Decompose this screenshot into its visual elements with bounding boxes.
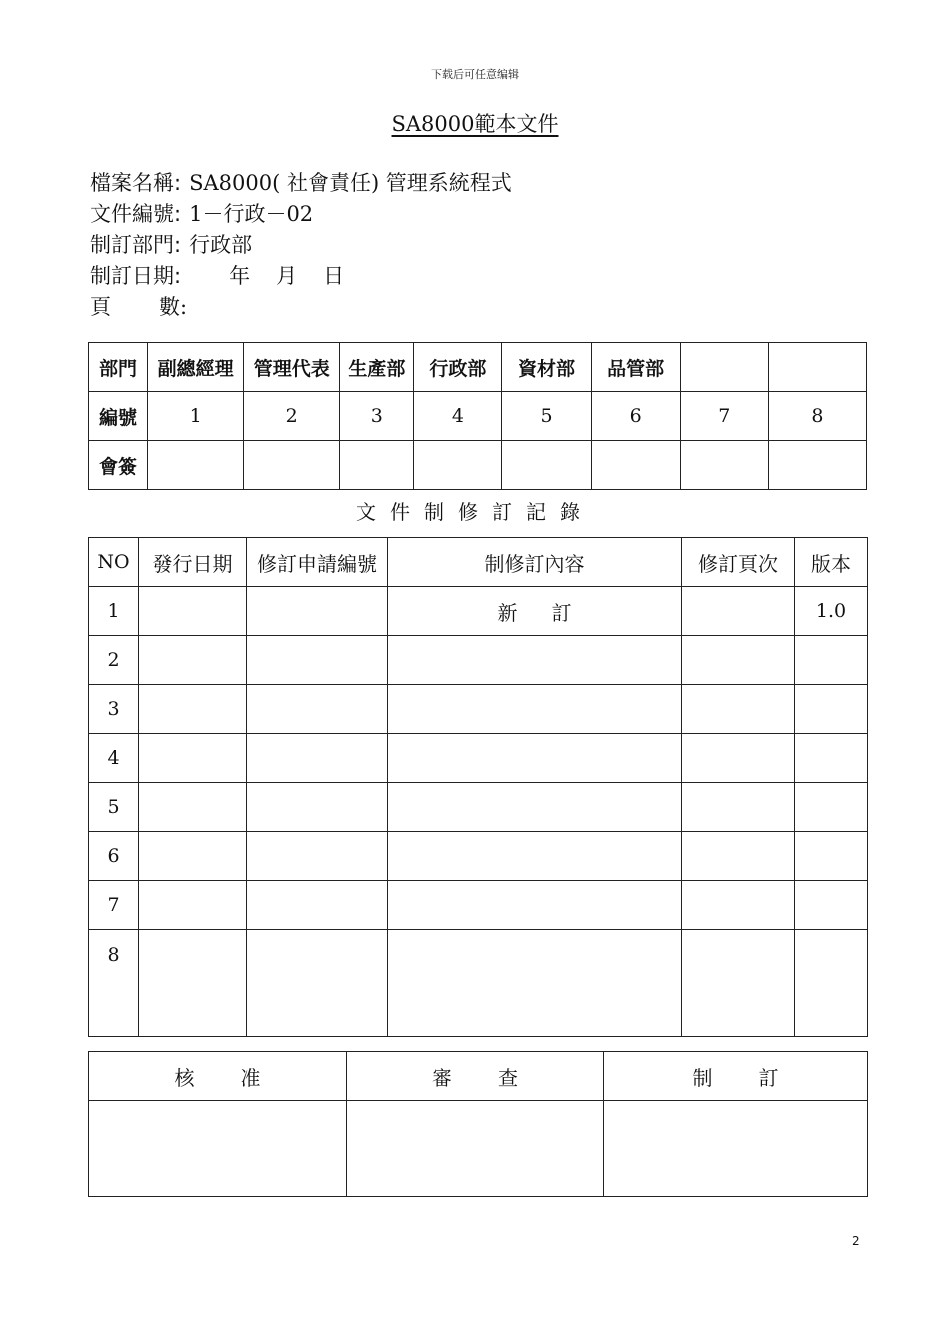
- row-label-signoff: 會簽: [89, 441, 148, 490]
- row-content: [388, 636, 682, 685]
- document-meta: [90, 168, 512, 323]
- dept-cell: [680, 343, 768, 392]
- row-date: [139, 783, 247, 832]
- row-no: 6: [89, 832, 139, 881]
- file-name-value: SA8000( 社會責任) 管理系統程式: [189, 171, 512, 195]
- signoff-row: [89, 441, 867, 490]
- revision-header-row: [89, 538, 868, 587]
- row-content: [388, 930, 682, 1037]
- date-month: 月: [276, 264, 298, 288]
- row-date: [139, 881, 247, 930]
- dept-cell: 副總經理: [148, 343, 244, 392]
- doc-no-row: [90, 199, 512, 230]
- row-version: [795, 685, 868, 734]
- header-approve: 核准: [89, 1052, 347, 1101]
- row-request: [247, 832, 388, 881]
- dept-cell: 行政部: [414, 343, 502, 392]
- row-version: [795, 783, 868, 832]
- signoff-cell: [768, 441, 866, 490]
- row-content: [388, 832, 682, 881]
- table-row: [89, 881, 868, 930]
- pages-row: [90, 292, 512, 323]
- row-content: 新訂: [388, 587, 682, 636]
- pages-label-2: 數:: [159, 295, 188, 319]
- date-label: 制訂日期:: [90, 264, 182, 288]
- dept-cell: 資材部: [502, 343, 591, 392]
- signoff-cell: [680, 441, 768, 490]
- signoff-cell: [591, 441, 680, 490]
- row-page: [682, 587, 795, 636]
- row-no: 5: [89, 783, 139, 832]
- dept-cell: 品管部: [591, 343, 680, 392]
- row-page: [682, 783, 795, 832]
- date-row: [90, 261, 512, 292]
- department-row: [89, 343, 867, 392]
- row-page: [682, 881, 795, 930]
- row-version: [795, 832, 868, 881]
- pages-label-1: 頁: [90, 295, 111, 319]
- page-number: 2: [852, 1234, 860, 1248]
- row-no: 1: [89, 587, 139, 636]
- table-row: [89, 832, 868, 881]
- signoff-cell: [414, 441, 502, 490]
- prepare-signature-cell: [604, 1101, 868, 1197]
- signoff-cell: [502, 441, 591, 490]
- number-cell: 8: [768, 392, 866, 441]
- watermark-text: 下载后可任意编辑: [431, 68, 519, 81]
- row-request: [247, 636, 388, 685]
- row-label-department: 部門: [89, 343, 148, 392]
- row-version: [795, 930, 868, 1037]
- doc-no-label: 文件編號:: [90, 202, 182, 226]
- header-no: NO: [89, 538, 139, 587]
- dept-row: [90, 230, 512, 261]
- row-no: 3: [89, 685, 139, 734]
- row-version: [795, 636, 868, 685]
- row-date: [139, 685, 247, 734]
- row-date: [139, 930, 247, 1037]
- revision-record-title: 文件制修訂記錄: [356, 500, 594, 524]
- table-row: [89, 930, 868, 1037]
- header-content: 制修訂內容: [388, 538, 682, 587]
- row-version: 1.0: [795, 587, 868, 636]
- number-cell: 6: [591, 392, 680, 441]
- document-title: SA8000範本文件: [391, 112, 559, 136]
- signoff-cell: [340, 441, 414, 490]
- file-name-row: [90, 168, 512, 199]
- row-request: [247, 587, 388, 636]
- approval-header-row: [89, 1052, 868, 1101]
- header-review: 審查: [347, 1052, 604, 1101]
- date-year: 年: [229, 264, 251, 288]
- row-no: 2: [89, 636, 139, 685]
- row-request: [247, 734, 388, 783]
- number-cell: 2: [244, 392, 340, 441]
- row-page: [682, 734, 795, 783]
- row-version: [795, 881, 868, 930]
- header-page: 修訂頁次: [682, 538, 795, 587]
- row-content: [388, 881, 682, 930]
- date-day: 日: [323, 264, 345, 288]
- approve-signature-cell: [89, 1101, 347, 1197]
- row-date: [139, 587, 247, 636]
- row-request: [247, 930, 388, 1037]
- dept-value: 行政部: [189, 233, 253, 257]
- row-content: [388, 783, 682, 832]
- header-issue-date: 發行日期: [139, 538, 247, 587]
- number-cell: 3: [340, 392, 414, 441]
- row-no: 8: [89, 930, 139, 1037]
- row-content: [388, 734, 682, 783]
- table-row: [89, 685, 868, 734]
- row-date: [139, 636, 247, 685]
- review-signature-cell: [347, 1101, 604, 1197]
- number-cell: 4: [414, 392, 502, 441]
- row-content: [388, 685, 682, 734]
- row-page: [682, 685, 795, 734]
- number-cell: 7: [680, 392, 768, 441]
- number-cell: 1: [148, 392, 244, 441]
- header-version: 版本: [795, 538, 868, 587]
- header-prepare: 制訂: [604, 1052, 868, 1101]
- dept-cell: 生產部: [340, 343, 414, 392]
- row-request: [247, 881, 388, 930]
- department-signoff-table: [88, 342, 867, 490]
- table-row: [89, 783, 868, 832]
- dept-label: 制訂部門:: [90, 233, 182, 257]
- file-name-label: 檔案名稱:: [90, 171, 182, 195]
- row-page: [682, 636, 795, 685]
- approval-signature-table: [88, 1051, 868, 1197]
- row-label-number: 編號: [89, 392, 148, 441]
- row-date: [139, 734, 247, 783]
- doc-no-value: 1－行政－02: [189, 202, 314, 226]
- row-request: [247, 685, 388, 734]
- row-version: [795, 734, 868, 783]
- row-date: [139, 832, 247, 881]
- header-request-no: 修訂申請編號: [247, 538, 388, 587]
- row-no: 4: [89, 734, 139, 783]
- dept-cell: [768, 343, 866, 392]
- number-row: [89, 392, 867, 441]
- dept-cell: 管理代表: [244, 343, 340, 392]
- approval-signature-row: [89, 1101, 868, 1197]
- table-row: [89, 734, 868, 783]
- table-row: [89, 587, 868, 636]
- row-no: 7: [89, 881, 139, 930]
- row-page: [682, 832, 795, 881]
- revision-record-table: [88, 537, 868, 1037]
- row-request: [247, 783, 388, 832]
- signoff-cell: [244, 441, 340, 490]
- table-row: [89, 636, 868, 685]
- row-page: [682, 930, 795, 1037]
- signoff-cell: [148, 441, 244, 490]
- number-cell: 5: [502, 392, 591, 441]
